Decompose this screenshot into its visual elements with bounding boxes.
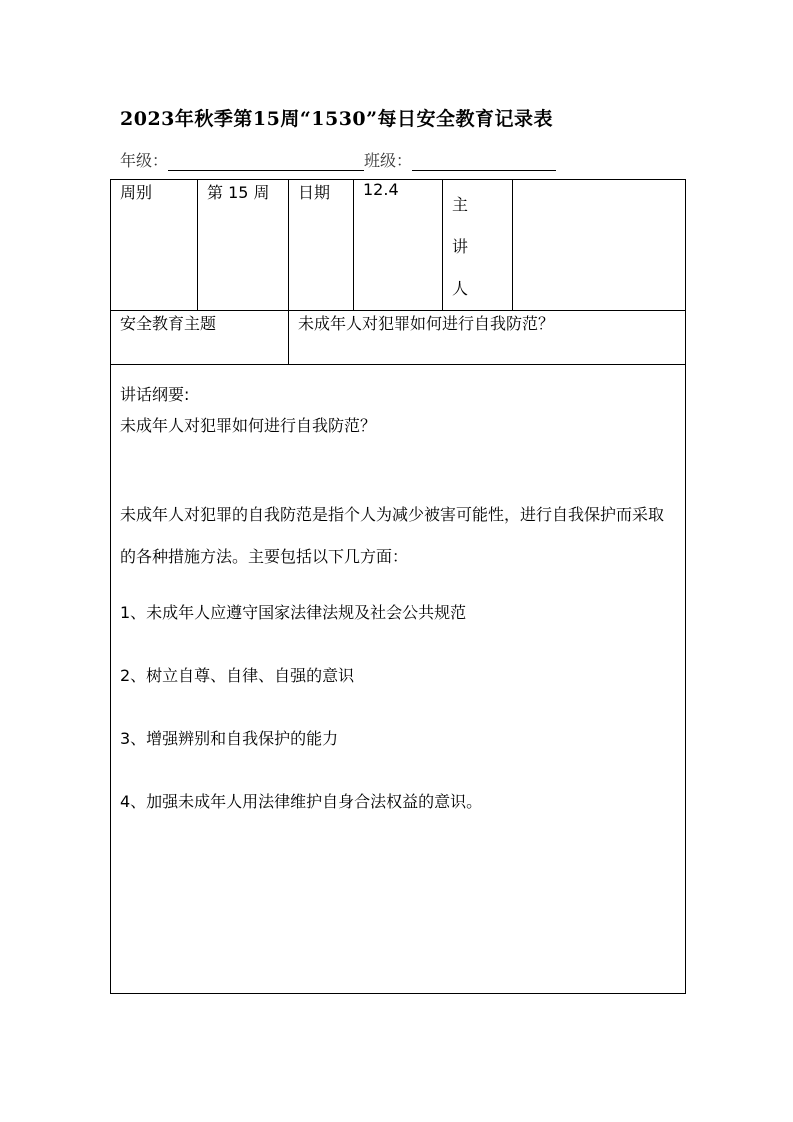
record-table	[110, 179, 686, 994]
list-item: 1、未成年人应遵守国家法律法规及社会公共规范	[120, 603, 467, 622]
class-field[interactable]	[412, 151, 556, 171]
date-label: 日期	[289, 180, 354, 311]
outline-intro: 未成年人对犯罪的自我防范是指个人为减少被害可能性，进行自我保护而采取的各种措施方法。主要包括以下几方面：	[120, 505, 665, 566]
date-value: 12.4	[354, 180, 443, 311]
grade-label: 年级：	[120, 151, 169, 170]
lecturer-value[interactable]	[513, 180, 686, 311]
page-title: 2023年秋季第15周“1530”每日安全教育记录表	[120, 108, 554, 130]
outline-label: 讲话纲要:	[120, 385, 190, 404]
topic-row	[111, 311, 686, 365]
week-value: 第 15 周	[198, 180, 289, 311]
list-item: 2、树立自尊、自律、自强的意识	[120, 666, 355, 685]
topic-label: 安全教育主题	[111, 311, 289, 365]
list-item: 4、加强未成年人用法律维护自身合法权益的意识。	[120, 792, 483, 811]
outline-row	[111, 365, 686, 994]
grade-field[interactable]	[168, 151, 364, 171]
outline-cell	[111, 365, 686, 994]
outline-heading: 未成年人对犯罪如何进行自我防范？	[120, 416, 377, 435]
blank-line	[120, 441, 676, 472]
info-row	[111, 180, 686, 311]
lecturer-label: 主讲人	[452, 195, 487, 298]
grade-class-line	[120, 148, 556, 171]
lecturer-label-cell	[443, 180, 513, 311]
list-item: 3、增强辨别和自我保护的能力	[120, 729, 339, 748]
class-label: 班级：	[364, 151, 413, 170]
week-label: 周别	[111, 180, 198, 311]
topic-value: 未成年人对犯罪如何进行自我防范？	[289, 311, 686, 365]
